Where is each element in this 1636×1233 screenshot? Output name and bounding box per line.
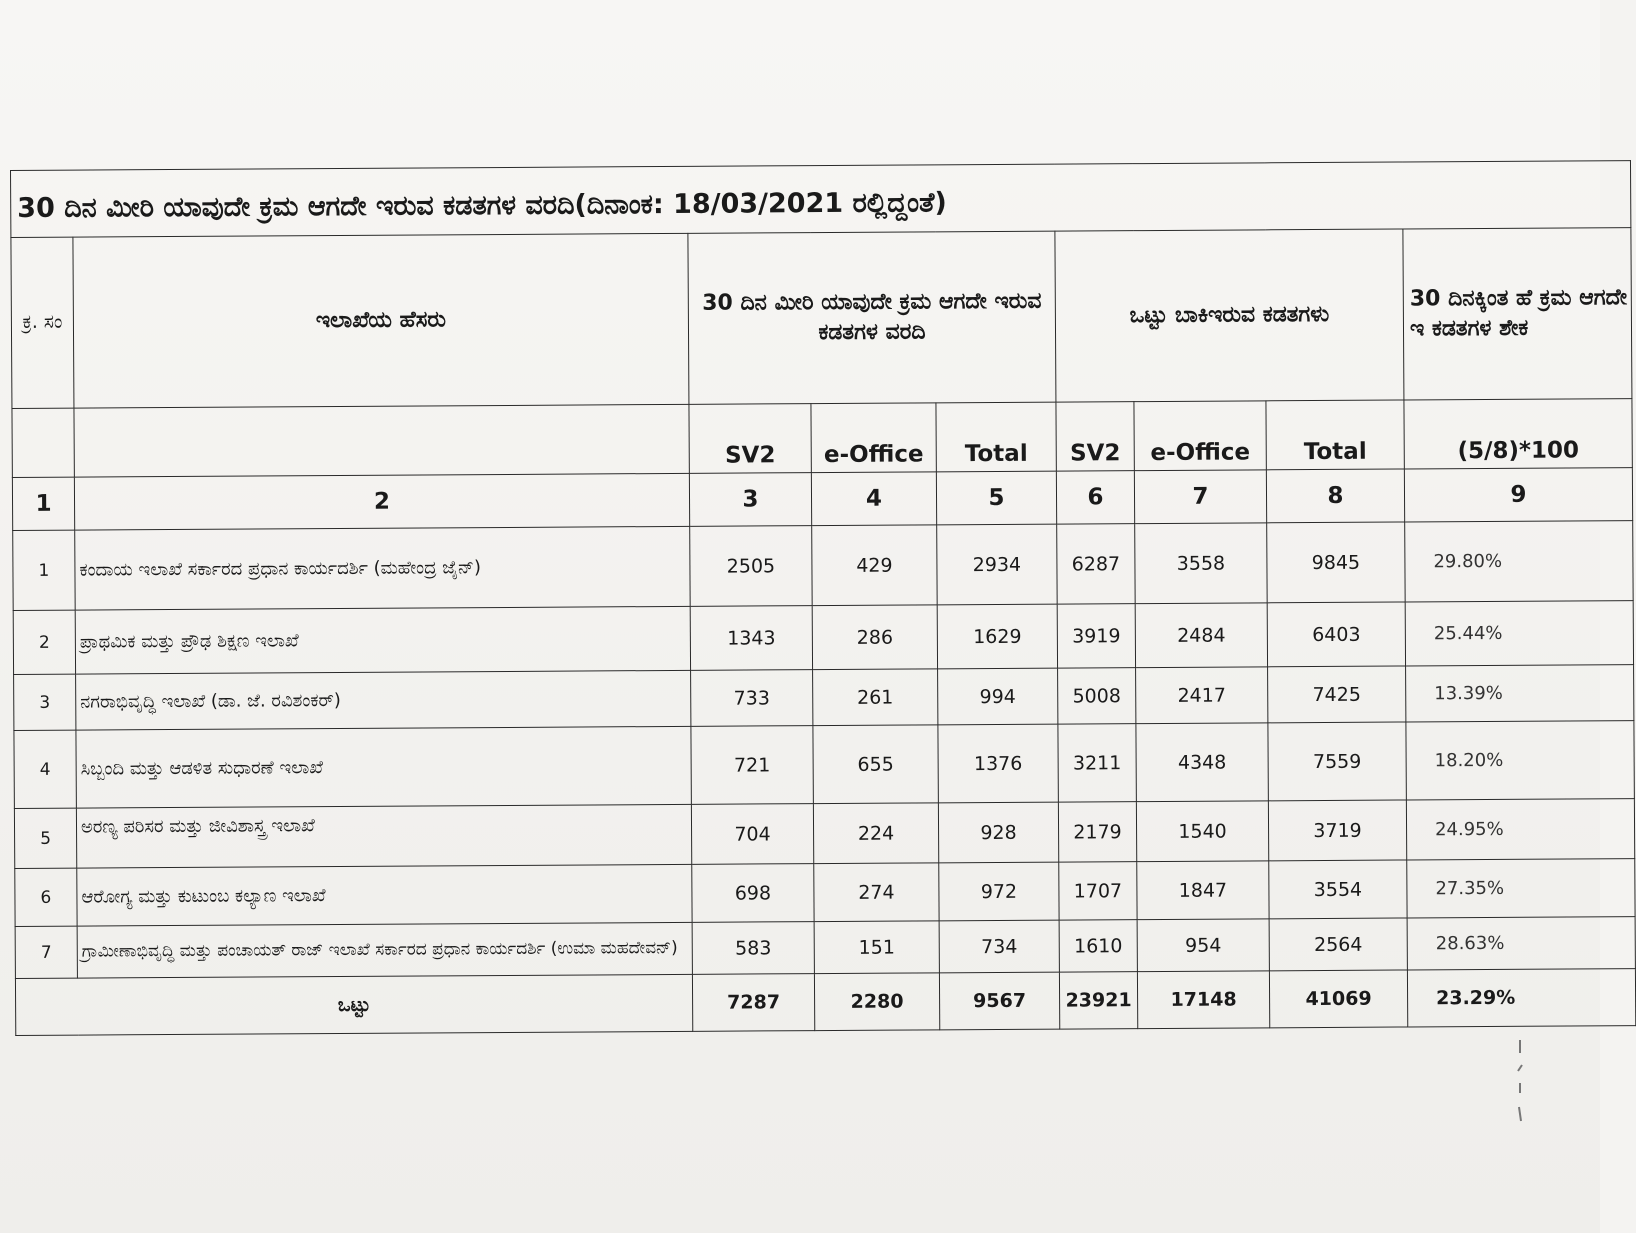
row-sv2-all: 1707 xyxy=(1059,862,1137,920)
column-number: 9 xyxy=(1404,468,1632,522)
totals-eoffice: 2280 xyxy=(814,973,939,1031)
row-sno: 4 xyxy=(14,730,76,808)
row-eoffice: 224 xyxy=(813,803,938,864)
table-row xyxy=(14,721,1634,809)
row-sno: 1 xyxy=(13,530,75,610)
totals-eoffice-all: 17148 xyxy=(1137,971,1269,1029)
row-department: ಅರಣ್ಯ ಪರಿಸರ ಮತ್ತು ಜೀವಿಶಾಸ್ತ್ರ ಇಲಾಖೆ xyxy=(76,804,691,868)
report-table xyxy=(10,160,1636,1036)
column-number: 7 xyxy=(1134,470,1266,524)
row-eoffice: 274 xyxy=(814,863,939,922)
row-sno: 5 xyxy=(14,808,76,868)
row-sv2: 733 xyxy=(691,670,813,727)
total-pending-header: ಒಟ್ಟು ಬಾಕಿಇರುವ ಕಡತಗಳು xyxy=(1055,229,1404,402)
row-total-all: 6403 xyxy=(1267,602,1405,667)
header-row xyxy=(11,228,1632,409)
totals-total: 9567 xyxy=(939,972,1059,1030)
table-row xyxy=(15,859,1635,927)
row-eoffice-all: 954 xyxy=(1137,919,1269,972)
column-number: 4 xyxy=(811,472,936,526)
row-department: ಗ್ರಾಮೀಣಾಭಿವೃದ್ಧಿ ಮತ್ತು ಪಂಚಾಯತ್ ರಾಜ್ ಇಲಾಖೆ ಸರ್ಕಾರದ ಪ್ರಧಾನ ಕಾರ್ಯದರ್ಶಿ (ಉಮಾ ಮಹದೇವನ್) xyxy=(77,922,692,978)
row-eoffice: 429 xyxy=(812,525,937,606)
totals-total-all: 41069 xyxy=(1269,970,1407,1028)
totals-label: ಒಟ್ಟು xyxy=(15,974,692,1035)
column-number-row xyxy=(12,468,1632,531)
subheader-blank xyxy=(12,408,74,477)
row-percentage: 13.39% xyxy=(1406,665,1634,722)
row-department: ಪ್ರಾಥಮಿಕ ಮತ್ತು ಪ್ರೌಢ ಶಿಕ್ಷಣ ಇಲಾಖೆ xyxy=(75,606,690,674)
row-sv2-all: 3919 xyxy=(1057,604,1135,668)
sno-header: ಕ್ರ. ಸಂ xyxy=(11,237,74,408)
percentage-header: 30 ದಿನಕ್ಕಿಂತ ಹೆ ಕ್ರಮ ಆಗದೇ ಇ ಕಡತಗಳ ಶೇಕ xyxy=(1403,228,1632,400)
row-total: 972 xyxy=(939,862,1059,921)
title-row xyxy=(11,161,1631,238)
pending-30-days-header: 30 ದಿನ ಮೀರಿ ಯಾವುದೇ ಕ್ರಮ ಆಗದೇ ಇರುವ ಕಡತಗಳ ವರದಿ xyxy=(688,231,1056,404)
row-eoffice: 261 xyxy=(813,669,938,726)
row-total: 2934 xyxy=(937,524,1057,605)
pen-marks xyxy=(1500,1035,1540,1135)
subheader-sv2: SV2 xyxy=(689,404,811,474)
column-number: 2 xyxy=(74,473,689,530)
row-department: ಸಿಬ್ಬಂದಿ ಮತ್ತು ಆಡಳಿತ ಸುಧಾರಣೆ ಇಲಾಖೆ xyxy=(76,726,691,808)
subheader-total: Total xyxy=(936,402,1056,472)
row-sv2-all: 5008 xyxy=(1058,668,1136,724)
row-percentage: 27.35% xyxy=(1407,859,1635,918)
row-eoffice: 151 xyxy=(814,921,939,974)
row-sno: 6 xyxy=(15,868,77,926)
totals-sv2: 7287 xyxy=(692,974,814,1032)
totals-row xyxy=(15,969,1635,1036)
report-title: 30 ದಿನ ಮೀರಿ ಯಾವುದೇ ಕ್ರಮ ಆಗದೇ ಇರುವ ಕಡತಗಳ ವರದಿ(ದಿನಾಂಕ: 18/03/2021 ರಲ್ಲಿದ್ದಂತೆ) xyxy=(11,161,1631,238)
table-row xyxy=(13,601,1633,675)
subheader-eoffice-all: e-Office xyxy=(1134,401,1266,471)
column-number: 1 xyxy=(12,477,74,530)
subheader-formula: (5/8)*100 xyxy=(1404,399,1632,469)
row-percentage: 24.95% xyxy=(1406,799,1634,860)
table-row xyxy=(13,521,1633,611)
row-sno: 3 xyxy=(14,674,76,730)
subheader-sv2-all: SV2 xyxy=(1056,402,1134,471)
row-sv2: 2505 xyxy=(690,526,812,607)
row-total: 1629 xyxy=(937,604,1057,669)
row-eoffice-all: 2484 xyxy=(1135,603,1267,668)
row-eoffice-all: 2417 xyxy=(1136,667,1268,724)
row-total-all: 7559 xyxy=(1268,722,1406,801)
row-sv2: 1343 xyxy=(690,606,812,671)
row-percentage: 29.80% xyxy=(1405,521,1634,602)
subheader-row xyxy=(12,399,1632,478)
department-header: ಇಲಾಖೆಯ ಹೆಸರು xyxy=(73,233,689,408)
row-sv2-all: 1610 xyxy=(1059,920,1137,972)
row-total: 994 xyxy=(938,668,1058,725)
row-sv2: 704 xyxy=(691,804,813,865)
row-sv2: 721 xyxy=(691,726,813,805)
row-sno: 7 xyxy=(15,926,77,978)
totals-percentage: 23.29% xyxy=(1407,969,1635,1027)
column-number: 6 xyxy=(1056,471,1134,524)
row-total: 928 xyxy=(938,802,1058,863)
subheader-blank xyxy=(74,404,689,477)
row-total-all: 2564 xyxy=(1269,918,1407,971)
row-percentage: 18.20% xyxy=(1406,721,1635,800)
row-sno: 2 xyxy=(13,610,75,674)
row-percentage: 28.63% xyxy=(1407,917,1635,970)
subheader-eoffice: e-Office xyxy=(811,403,936,473)
column-number: 3 xyxy=(689,473,811,527)
subheader-total-all: Total xyxy=(1266,400,1404,470)
column-number: 5 xyxy=(936,471,1056,525)
row-total: 1376 xyxy=(938,724,1058,803)
row-eoffice: 655 xyxy=(813,725,938,804)
row-total-all: 7425 xyxy=(1268,666,1406,723)
row-total-all: 3719 xyxy=(1268,800,1406,861)
row-sv2: 583 xyxy=(692,922,814,975)
row-total: 734 xyxy=(939,920,1059,973)
row-percentage: 25.44% xyxy=(1405,601,1633,666)
row-eoffice-all: 3558 xyxy=(1135,523,1267,604)
column-number: 8 xyxy=(1266,469,1404,523)
row-sv2-all: 2179 xyxy=(1058,802,1136,862)
row-sv2: 698 xyxy=(692,864,814,923)
row-sv2-all: 3211 xyxy=(1058,724,1136,802)
row-department: ಕಂದಾಯ ಇಲಾಖೆ ಸರ್ಕಾರದ ಪ್ರಧಾನ ಕಾರ್ಯದರ್ಶಿ (ಮಹೇಂದ್ರ ಜೈನ್) xyxy=(75,526,690,610)
totals-sv2-all: 23921 xyxy=(1059,972,1137,1029)
row-total-all: 3554 xyxy=(1269,860,1407,919)
table-row xyxy=(14,665,1634,731)
row-department: ಆರೋಗ್ಯ ಮತ್ತು ಕುಟುಂಬ ಕಲ್ಯಾಣ ಇಲಾಖೆ xyxy=(77,864,692,926)
row-eoffice-all: 1540 xyxy=(1136,801,1268,862)
row-total-all: 9845 xyxy=(1267,522,1405,603)
row-eoffice: 286 xyxy=(812,605,937,670)
row-eoffice-all: 4348 xyxy=(1136,723,1268,802)
row-eoffice-all: 1847 xyxy=(1137,861,1269,920)
table-row xyxy=(14,799,1634,869)
row-sv2-all: 6287 xyxy=(1057,524,1135,604)
row-department: ನಗರಾಭಿವೃದ್ಧಿ ಇಲಾಖೆ (ಡಾ. ಜೆ. ರವಿಶಂಕರ್) xyxy=(76,670,691,730)
